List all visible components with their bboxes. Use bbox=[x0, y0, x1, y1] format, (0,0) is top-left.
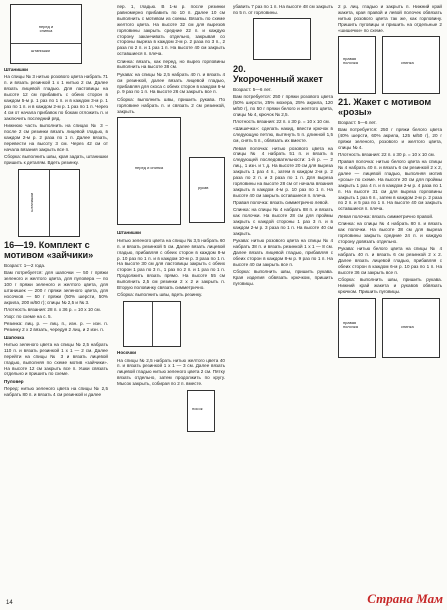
schematic-label: перед и спинка bbox=[38, 24, 54, 34]
schematic-label: носок bbox=[192, 406, 203, 412]
schematic-group-2 bbox=[338, 298, 442, 360]
paragraph: убавить 7 раз по 1 п. На высоте 48 см закрыть по 5 п. от горловины. bbox=[233, 4, 333, 15]
paragraph: Правая полочка: вязать симметрично левой. bbox=[233, 200, 329, 206]
paragraph: Нитью зеленого цвета на спицы № 3,5 набрать 60 п. и вязать резинкой 5 см. Далее вязать лицевой гладью, прибавляя с обеих сторон в каждом 8-м р. 10 раз по 1 п. и в каждом 10-м р. 3 раза по 1 п. На высоте 30 см для ластовицы закрыть с обеих сторон 1 раз по 3 п., 1 раз по 2 п. и 1 раз по 1 п. Продолжить вязать прямо. На высоте 55 см выполнить 2,5 см резинки 2 х 2 и закрыть п. Вторую половинку связать симметрично. bbox=[117, 237, 225, 291]
schematic-label: правая полочка bbox=[343, 319, 358, 330]
age: Возраст: 5—6 лет. bbox=[233, 86, 272, 92]
section-number-20: 20. bbox=[233, 63, 246, 74]
paragraph: Сборка: выполнить швы, пришить рукава. Края изделия обвязать крючком, пришить пуговицы. bbox=[233, 269, 333, 287]
paragraph: Спинка: на спицы № 4 набрать 88 п. и вязать как полочки. На высоте 28 см для проймы закрыть с каждой стороны 1 раз 3 п. и в каждом 2-м р. 3 раза по 1 п. На высоте 40 см закрыть. bbox=[233, 207, 333, 236]
schematic-label: спинка bbox=[401, 323, 414, 329]
scheme-ref: Узор: по схеме на с. 5. bbox=[4, 314, 52, 320]
schematic-back bbox=[382, 36, 440, 94]
section-number-21: 21. bbox=[338, 96, 351, 107]
schematic-right-front bbox=[338, 36, 376, 94]
schematic-label: штанишки bbox=[31, 48, 50, 53]
paragraph: Сборка: выполнить швы, пришить рукава. Нижний край жакета и рукавов обвязать крючком. Пришить пуговицы. bbox=[338, 276, 442, 294]
bobble-stitch: «Шишечка»: сделать накид, ввести крючок в следующую петлю, вытянуть 5 п. длинной 1,5 см, снять 5 п., обвязать их вместе. bbox=[233, 126, 333, 144]
age: Возраст: 5—6 лет. bbox=[338, 119, 377, 125]
schematic-label: рукав bbox=[198, 185, 209, 191]
heading-pants: Штанишки bbox=[4, 67, 28, 72]
rib-pattern: Резинка: лиц. р. — лиц. п., изн. р. — изн. п. Резинку 2 х 2 вязать, чередуя 2 лиц. и 2 изн. п. bbox=[4, 321, 108, 333]
paragraph: На спицы № 3 нитью розового цвета набрать 71 п. и вязать резинкой 1 х 1 нитью 2 см. Далее вязать лицевой гладью. Для ластовицы на высоте 12 см прибавить с обеих сторон в каждом 5-м р. 1 раз по 1 п. и в каждом 3-м р. 1 раз по 1 п. и в каждом 2-м р. 1 раз по 1 п. Через 4 см от начала прибавок по бокам отложить п. и заключить последний ряд. bbox=[4, 74, 108, 121]
schematic-right-front-2 bbox=[338, 298, 376, 358]
section-title-16-19: 16—19. Комплект с мотивом «зайчики» bbox=[4, 239, 94, 260]
schematic-pants-2 bbox=[123, 301, 181, 347]
heading-pullover: Пуловер bbox=[4, 378, 24, 384]
paragraph: Сборка: выполнить швы, вдеть резинку. bbox=[117, 292, 203, 298]
paragraph: На спицы № 2,5 набрать нитью желтого цвета 40 п. и вязать резинкой 1 х 1 — 3 см. Далее вязать лицевой гладью нитью зеленого цвета 2 см. Пятку вязать отдельно, затем продолжить по кругу. Мысок закрыть, собирая по 2 п. вместе. bbox=[117, 357, 225, 387]
column-2 bbox=[117, 4, 225, 432]
paragraph: Перед: нитью зеленого цвета на спицы № 2,5 набрать 80 п. и вязать 4 см резинкой и далее bbox=[4, 386, 108, 397]
section-title-21 bbox=[338, 97, 442, 117]
schematic-group-1 bbox=[338, 36, 442, 94]
column-3 bbox=[233, 4, 333, 288]
schematic-label: правая полочка bbox=[343, 55, 358, 65]
paragraph: Левая полочка: нитью розового цвета на спицы № 4 набрать 51 п. и вязать в следующей последовательности: 1-й р. — 2 лиц., 1 изн. и т. д. На высоте 20 см для выреза закрыть 1 раз 4 п., затем в каждом 2-м р. 2 раза по 2 п. и 3 раза по 1 п. Для выреза горловины на высоте 28 см от начала вязания закрыть в каждом 4-м р. 10 раз по 1 п. На высоте 40 см закрыть оставшиеся п. плеча. bbox=[233, 145, 333, 198]
schematic-label: перед и спинка bbox=[134, 165, 164, 171]
schematic-sock bbox=[187, 390, 215, 432]
density: Плотность вязания: 22 п. х 30 р. = 10 х 10 см. bbox=[233, 119, 330, 125]
schematic-back-2 bbox=[382, 298, 440, 358]
paragraph: Сборка: выполнить швы, края задать, штанишки пришить к деталям. Вдеть резинку. bbox=[4, 153, 108, 165]
paragraph: Спинка: вязать, как перед, но вырез горловины выполнить на высоте 38 см. bbox=[117, 58, 225, 70]
schematic-sleeve bbox=[189, 157, 225, 223]
paragraph: Рукава: нитью розового цвета на спицы № 4 набрать 38 п. и вязать резинкой 1 х 1 — 8 см. Далее вязать лицевой гладью, прибавляя с обеих сторон в каждом 8-м р. 9 раз по 1 п. На высоте 40 см закрыть все п. bbox=[233, 238, 333, 267]
column-4 bbox=[338, 4, 442, 360]
schematic-front bbox=[117, 117, 181, 225]
paragraph: Нижнюю часть выполнить на спицах № 3 – после 2 см резинки вязать лицевой гладью, в каждом 2-м р. 2 раза по 1 п. Далее вязать, перевести на высоту 3 см. Через 42 см от начала вязания закрыть все п. bbox=[4, 122, 108, 152]
paragraph: Рукава: нитью белого цвета на спицы № 4 набрать 40 п. и вязать 6 см резинкой 2 х 2. Далее вязать лицевой гладью, прибавляя с обеих сторон в каждом 6-м р. 10 раз по 1 п. На высоте 36 см закрыть все п. bbox=[338, 246, 442, 275]
density: Плотность вязания: 28 п. х 36 р. = 10 х 10 см. bbox=[4, 306, 101, 312]
paragraph: Рукава: на спицы № 2,5 набрать 40 п. и вязать 4 см резинкой, далее вязать лицевой гладью, прибавляя для скоса с обеих сторон в каждом 6-м р. 9 раз по 1 п. На высоте 26 см закрыть все п. bbox=[117, 71, 225, 95]
heading-pants: Штанишки bbox=[117, 230, 141, 236]
age: Возраст: 1—2 года. bbox=[4, 262, 46, 268]
paragraph: пер. 1, гладью. В 1-м р. после резинки равномерно прибавить по 10 п. Далее 10 см выполнить с мотивом из схемы. Вязать по схеме желтого цвета. На высоте 32 см для вырезов горловины закрыть средние 22 п. и каждую сторону заканчивать отдельно, закрывая со стороны выреза в каждом 2-м р. 2 раза по 3 п., 2 раза по 2 п. и 1 раз 1 п. На высоте 40 см закрыть оставшиеся п. плеча. bbox=[117, 4, 225, 57]
materials: Вам потребуется: 250 г пряжи розового цвета (50% шерсти, 25% мохера, 25% акрила, 120 м/50 г), по 50 г пряжи белого и желтого цвета, спицы № 4, крючок № 2,5. bbox=[233, 94, 333, 117]
paragraph: 2 р. лиц. гладью и закрыть п. Нижний край жакета, края правой и левой полочек обвязать нитью розового цвета так же, как горловину. Пришить пуговицы и пришить на отдельные 2 «шишечки» по схеме. bbox=[338, 4, 442, 33]
paragraph: Спинка: на спицы № 4 набрать 80 п. и вязать как полочки. На высоте 38 см для выреза горловины закрыть средние 24 п. и каждую сторону довязать отдельно. bbox=[338, 220, 442, 244]
schematic-jacket bbox=[253, 18, 311, 60]
schematic-label: спинка bbox=[401, 59, 414, 65]
section-title-20: Укороченный жакет bbox=[233, 73, 323, 84]
paragraph: Нитью зеленого цвета на спицы № 2,5 набрать 110 п. и вязать резинкой 1 х 1 — 2 см. Далее перейти на спицы № 3 и вязать лицевой гладью, выполняя по схеме мотив «зайчики». На высоте 12 см закрыть все п. Ушки связать отдельно и пришить по схеме. bbox=[4, 341, 108, 377]
heading-hat: Шапочка bbox=[4, 334, 25, 340]
page-number: 14 bbox=[6, 600, 13, 606]
section-title-21-text: Жакет с мотивом «розы» bbox=[338, 96, 432, 117]
schematic-label: штанишки bbox=[29, 192, 35, 212]
schematic-pants bbox=[18, 169, 80, 237]
heading-socks: Носочки bbox=[117, 350, 137, 356]
schematic-pullover-group bbox=[117, 117, 225, 227]
paragraph: Сборка: выполнить швы, пришить рукава. По горловине набрать п. и связать 2 см резинкой, закрыть. bbox=[117, 96, 225, 114]
schematic-front-back bbox=[10, 4, 82, 64]
paragraph: Левая полочка: вязать симметрично правой. bbox=[338, 213, 434, 219]
materials: Вам потребуется: для шапочки — 50 г пряжи зеленого и желтого цвета, для пуловера — по 100 г пряжи зеленого и желтого цвета, для штанишек — 200 г пряжи зеленого цвета, для носочков — 50 г пряжи (50% шерсти, 50% акрила, 200 м/50 г); спицы № 2,5 и № 3. bbox=[4, 269, 108, 305]
column-1 bbox=[4, 4, 108, 399]
density: Плотность вязания: 22 п. х 30 р. = 10 х 10 см. bbox=[338, 151, 435, 157]
paragraph: Правая полочка: нитью белого цвета на спицы № 4 набрать 40 п. и вязать 6 см резинкой 2 х 2, далее — лицевой гладью, выполняя мотив «розы» по схеме. На высоте 20 см для проймы закрыть 1 раз 4 п. и в каждом 2-м р. 4 раза по 1 п. На высоте 31 см для выреза горловины закрыть 1 раз 6 п., затем в каждом 2-м р. 2 раза по 2 п. и 5 раз по 1 п. На высоте 40 см закрыть оставшиеся п. плеча. bbox=[338, 159, 442, 212]
materials: Вам потребуется: 250 г пряжи белого цвета (40% шерсти, 60% акрила, 125 м/50 г), 20 г пряжи зеленого, розового и желтого цвета, спицы № 4. bbox=[338, 126, 442, 150]
site-logo: Страна Мам bbox=[367, 591, 443, 606]
